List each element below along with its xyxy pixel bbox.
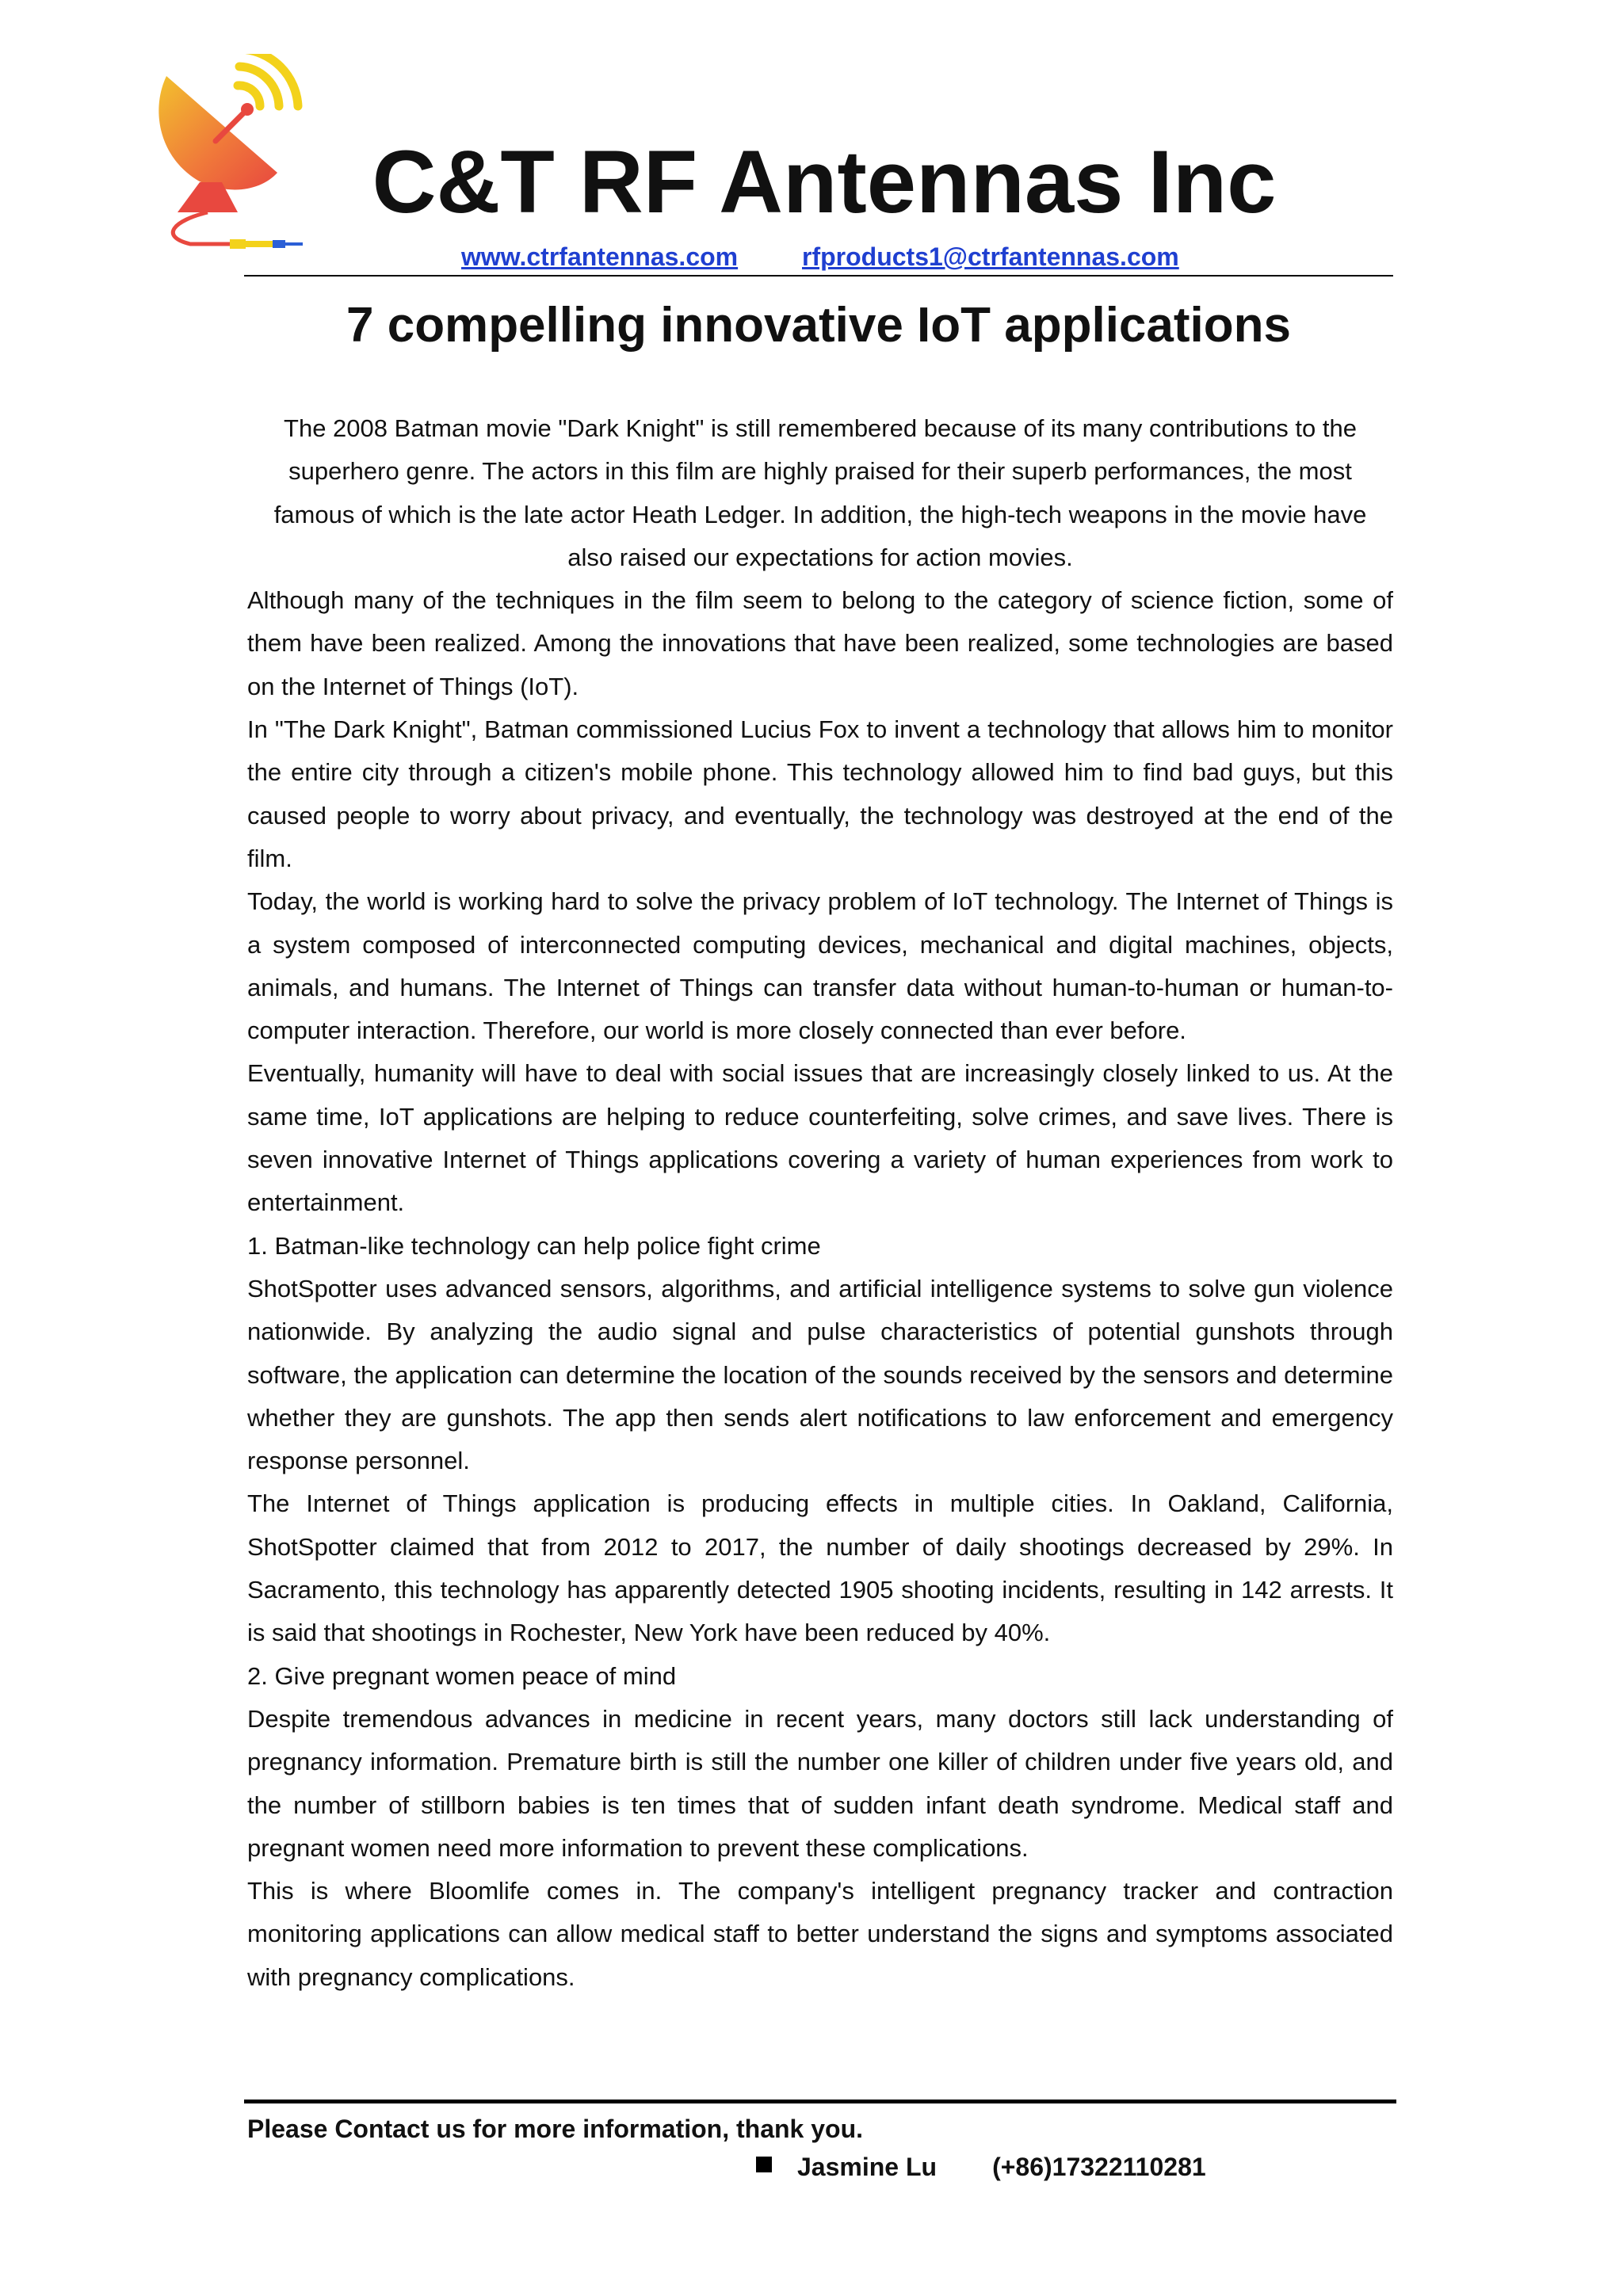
paragraph: Although many of the techniques in the film seem to belong to the category of science fiction, some of them have been realized. Among the innovations that have been realized, some technologies are based on the Internet of Things (IoT). [247,586,1393,700]
header-contact-links [461,239,1179,274]
section-heading: 1. Batman-like technology can help police fight crime [247,1231,821,1260]
section-heading: 2. Give pregnant women peace of mind [247,1661,677,1690]
paragraph: In "The Dark Knight", Batman commissioned Lucius Fox to invent a technology that allows him to monitor the entire city through a citizen's mobile phone. This technology allowed him to find bad guys, but this caused people to worry about privacy, and eventually, the technology was destroyed at the end of the film. [247,715,1393,872]
website-link[interactable]: www.ctrfantennas.com [461,242,739,271]
company-logo [143,54,325,252]
document-title: 7 compelling innovative IoT applications [346,298,1291,353]
footer-note: Please Contact us for more information, thank you. [247,2115,864,2143]
company-name: C&T RF Antennas Inc [372,132,1277,231]
square-bullet-icon [756,2157,772,2172]
signal-waves-icon [238,54,298,106]
header-divider [244,275,1393,277]
contact-phone: (+86)17322110281 [992,2153,1206,2181]
paragraph: Eventually, humanity will have to deal with social issues that are increasingly closely linked to us. At the same time, IoT applications are helping to reduce counterfeiting, solve crimes, and save lives. There is seven innovative Internet of Things applications covering a variety of human experiences from work to entertainment. [247,1059,1393,1217]
paragraph: Today, the world is working hard to solve the privacy problem of IoT technology. The Internet of Things is a system composed of interconnected computing devices, mechanical and digital machines, objects, animals, and humans. The Internet of Things can transfer data without human-to-human or human-to-computer interaction. Therefore, our world is more closely connected than ever before. [247,887,1393,1045]
email-link[interactable]: rfproducts1@ctrfantennas.com [802,242,1179,271]
article-body [247,407,1393,1999]
footer-divider [244,2100,1396,2103]
paragraph-intro: The 2008 Batman movie "Dark Knight" is still remembered because of its many contributions to the superhero genre. The actors in this film are highly praised for their superb performances, the most famous of which is the late actor Heath Ledger. In addition, the high-tech weapons in the movie have also raised our expectations for action movies. [273,414,1367,571]
paragraph: ShotSpotter uses advanced sensors, algorithms, and artificial intelligence systems to solve gun violence nationwide. By analyzing the audio signal and pulse characteristics of potential gunshots through software, the application can determine the location of the sounds received by the sensors and determine whether they are gunshots. The app then sends alert notifications to law enforcement and emergency response personnel. [247,1274,1393,1475]
paragraph: The Internet of Things application is producing effects in multiple cities. In Oakland, California, ShotSpotter claimed that from 2012 to 2017, the number of daily shootings decreased by 29%. In Sacramento, this technology has apparently detected 1905 shooting incidents, resulting in 142 arrests. It is said that shootings in Rochester, New York have been reduced by 40%. [247,1489,1393,1647]
contact-name: Jasmine Lu [797,2153,938,2181]
paragraph: This is where Bloomlife comes in. The company's intelligent pregnancy tracker and contraction monitoring applications can allow medical staff to better understand the signs and symptoms associated with pregnancy complications. [247,1877,1393,1991]
footer-contact [756,2147,1206,2187]
paragraph: Despite tremendous advances in medicine in recent years, many doctors still lack understanding of pregnancy information. Premature birth is still the number one killer of children under five years old, and the number of stillborn babies is ten times that of sudden infant death syndrome. Medical staff and pregnant women need more information to prevent these complications. [247,1704,1393,1862]
